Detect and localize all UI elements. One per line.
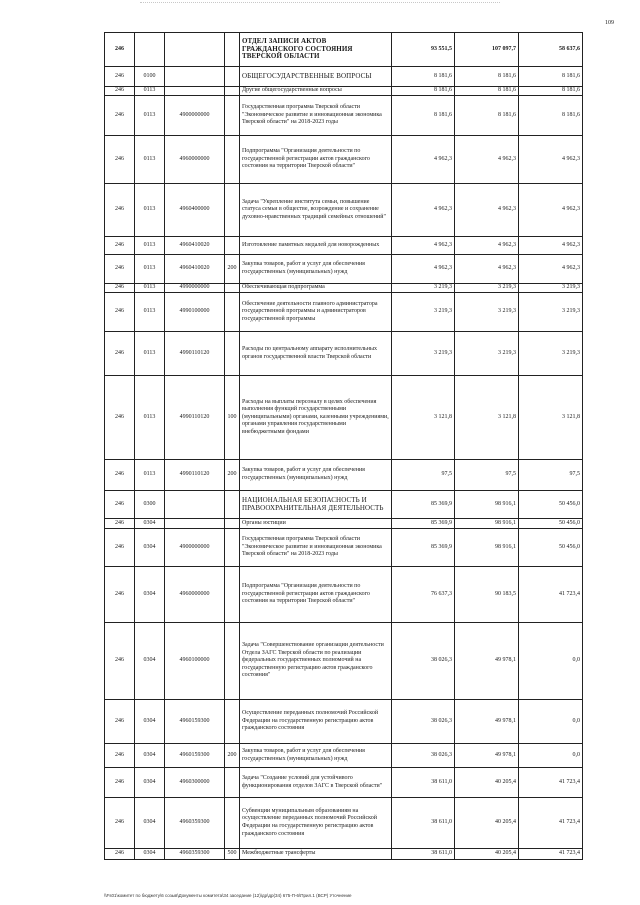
cell-expense-type xyxy=(225,519,240,529)
cell-expense-type xyxy=(225,798,240,849)
table-row xyxy=(105,184,583,237)
cell-amount-year-2: 4 962,3 xyxy=(455,255,519,284)
cell-description: Задача "Создание условий для устойчивого функционирования отделов ЗАГС в Тверской области" xyxy=(240,768,392,798)
cell-amount-year-2: 40 205,4 xyxy=(455,798,519,849)
table-row xyxy=(105,768,583,798)
cell-description: Органы юстиции xyxy=(240,519,392,529)
cell-target-article: 4960000000 xyxy=(165,136,225,184)
cell-amount-year-2: 8 181,6 xyxy=(455,67,519,87)
cell-amount-year-3: 50 456,0 xyxy=(519,529,583,567)
budget-table xyxy=(104,32,583,860)
cell-ministry-code: 246 xyxy=(105,460,135,491)
cell-section-code: 0304 xyxy=(135,623,165,700)
cell-section-code: 0113 xyxy=(135,460,165,491)
cell-amount-year-2: 8 181,6 xyxy=(455,96,519,136)
cell-amount-year-2: 107 097,7 xyxy=(455,33,519,67)
cell-amount-year-1: 38 611,0 xyxy=(392,768,455,798)
scan-artifact xyxy=(140,2,500,4)
cell-ministry-code: 246 xyxy=(105,284,135,293)
cell-amount-year-1: 8 181,6 xyxy=(392,67,455,87)
cell-expense-type: 200 xyxy=(225,255,240,284)
cell-amount-year-3: 8 181,6 xyxy=(519,87,583,96)
cell-description: Расходы на выплаты персоналу в целях обеспечения выполнения функций государственными (муниципальными) органами, казенными учреждениями, органами управления государственными внебюджетными фондами xyxy=(240,376,392,460)
cell-amount-year-1: 3 219,3 xyxy=(392,332,455,376)
cell-section-code: 0304 xyxy=(135,849,165,860)
cell-expense-type xyxy=(225,87,240,96)
cell-amount-year-3: 41 723,4 xyxy=(519,849,583,860)
cell-amount-year-1: 3 121,8 xyxy=(392,376,455,460)
table-body xyxy=(105,33,583,860)
cell-description: Задача "Укрепление института семьи, повышение статуса семьи в обществе, возрождение и сохранение духовно-нравственных традиций семейных отношений" xyxy=(240,184,392,237)
cell-ministry-code: 246 xyxy=(105,96,135,136)
cell-amount-year-1: 4 962,3 xyxy=(392,237,455,255)
cell-expense-type xyxy=(225,491,240,519)
cell-target-article: 4990110120 xyxy=(165,376,225,460)
cell-expense-type xyxy=(225,284,240,293)
cell-amount-year-3: 41 723,4 xyxy=(519,798,583,849)
cell-amount-year-2: 3 219,3 xyxy=(455,284,519,293)
cell-description: Подпрограмма "Организация деятельности по государственной регистрации актов гражданского состояния на территории Тверской области" xyxy=(240,567,392,623)
cell-expense-type xyxy=(225,67,240,87)
cell-description: Другие общегосударственные вопросы xyxy=(240,87,392,96)
cell-amount-year-3: 4 962,3 xyxy=(519,237,583,255)
cell-target-article: 4900000000 xyxy=(165,96,225,136)
cell-description: Обеспечение деятельности главного администратора государственной программы и администраторов государственной программы xyxy=(240,293,392,332)
cell-amount-year-3: 58 637,6 xyxy=(519,33,583,67)
cell-target-article xyxy=(165,87,225,96)
cell-description: Закупка товаров, работ и услуг для обеспечения государственных (муниципальных) нужд xyxy=(240,460,392,491)
cell-section-code: 0304 xyxy=(135,798,165,849)
cell-ministry-code: 246 xyxy=(105,744,135,768)
cell-target-article xyxy=(165,33,225,67)
table-row xyxy=(105,744,583,768)
cell-amount-year-3: 8 181,6 xyxy=(519,67,583,87)
table-row xyxy=(105,529,583,567)
cell-amount-year-1: 38 026,3 xyxy=(392,700,455,744)
cell-ministry-code: 246 xyxy=(105,529,135,567)
cell-description: Субвенции муниципальным образованиям на осуществление переданных полномочий Российской Федерации на государственную регистрацию актов гражданского состояния xyxy=(240,798,392,849)
table-row xyxy=(105,255,583,284)
cell-target-article: 4960410020 xyxy=(165,237,225,255)
cell-description: Подпрограмма "Организация деятельности по государственной регистрации актов гражданского состояния на территории Тверской области" xyxy=(240,136,392,184)
cell-amount-year-3: 3 121,8 xyxy=(519,376,583,460)
cell-target-article xyxy=(165,491,225,519)
cell-section-code: 0304 xyxy=(135,700,165,744)
cell-ministry-code: 246 xyxy=(105,87,135,96)
cell-amount-year-2: 49 978,1 xyxy=(455,623,519,700)
cell-ministry-code: 246 xyxy=(105,623,135,700)
cell-target-article: 4960159300 xyxy=(165,700,225,744)
cell-amount-year-2: 98 916,1 xyxy=(455,491,519,519)
cell-target-article: 4960000000 xyxy=(165,567,225,623)
cell-expense-type xyxy=(225,237,240,255)
cell-section-code: 0304 xyxy=(135,529,165,567)
table-row xyxy=(105,293,583,332)
table-row xyxy=(105,67,583,87)
table-row xyxy=(105,332,583,376)
cell-expense-type xyxy=(225,623,240,700)
table-row xyxy=(105,136,583,184)
cell-section-code: 0113 xyxy=(135,136,165,184)
cell-amount-year-1: 97,5 xyxy=(392,460,455,491)
cell-target-article: 4990110120 xyxy=(165,332,225,376)
cell-expense-type xyxy=(225,96,240,136)
cell-section-code: 0113 xyxy=(135,96,165,136)
cell-amount-year-2: 3 219,3 xyxy=(455,332,519,376)
cell-target-article: 4960300000 xyxy=(165,768,225,798)
table-row xyxy=(105,519,583,529)
cell-description: НАЦИОНАЛЬНАЯ БЕЗОПАСНОСТЬ И ПРАВООХРАНИТЕЛЬНАЯ ДЕЯТЕЛЬНОСТЬ xyxy=(240,491,392,519)
cell-ministry-code: 246 xyxy=(105,136,135,184)
cell-target-article: 4900000000 xyxy=(165,529,225,567)
cell-expense-type xyxy=(225,768,240,798)
cell-amount-year-1: 85 369,9 xyxy=(392,519,455,529)
cell-description: Закупка товаров, работ и услуг для обеспечения государственных (муниципальных) нужд xyxy=(240,744,392,768)
cell-amount-year-1: 76 637,3 xyxy=(392,567,455,623)
cell-description: Межбюджетные трансферты xyxy=(240,849,392,860)
cell-target-article: 4960159300 xyxy=(165,744,225,768)
table-row xyxy=(105,567,583,623)
cell-section-code: 0304 xyxy=(135,768,165,798)
cell-amount-year-2: 98 916,1 xyxy=(455,529,519,567)
cell-expense-type xyxy=(225,184,240,237)
cell-amount-year-1: 38 026,3 xyxy=(392,623,455,700)
cell-description: ОТДЕЛ ЗАПИСИ АКТОВ ГРАЖДАНСКОГО СОСТОЯНИЯ ТВЕРСКОЙ ОБЛАСТИ xyxy=(240,33,392,67)
cell-amount-year-1: 4 962,3 xyxy=(392,184,455,237)
cell-amount-year-2: 90 183,5 xyxy=(455,567,519,623)
cell-ministry-code: 246 xyxy=(105,332,135,376)
cell-amount-year-3: 41 723,4 xyxy=(519,768,583,798)
cell-description: Государственная программа Тверской области "Экономическое развитие и инновационная экономика Тверской области" на 2018-2023 годы xyxy=(240,96,392,136)
cell-section-code: 0304 xyxy=(135,519,165,529)
cell-amount-year-1: 38 026,3 xyxy=(392,744,455,768)
cell-amount-year-3: 0,0 xyxy=(519,700,583,744)
cell-section-code: 0113 xyxy=(135,255,165,284)
cell-section-code: 0113 xyxy=(135,87,165,96)
cell-target-article: 4990110120 xyxy=(165,460,225,491)
cell-amount-year-2: 40 205,4 xyxy=(455,849,519,860)
cell-amount-year-3: 50 456,0 xyxy=(519,491,583,519)
cell-amount-year-2: 3 121,8 xyxy=(455,376,519,460)
table-row xyxy=(105,376,583,460)
cell-expense-type xyxy=(225,700,240,744)
cell-section-code: 0304 xyxy=(135,567,165,623)
cell-amount-year-2: 40 205,4 xyxy=(455,768,519,798)
footer-file-path: \\Fs01\комитет по бюджету\6 созыв\Документы комитета\34 заседание (12)\др\др(34) 675-П-6\Прил.1 (ВСР) Уточнение xyxy=(104,893,352,898)
cell-target-article: 4960100000 xyxy=(165,623,225,700)
cell-amount-year-1: 4 962,3 xyxy=(392,136,455,184)
cell-description: Государственная программа Тверской области "Экономическое развитие и инновационная экономика Тверской области" на 2018-2023 годы xyxy=(240,529,392,567)
cell-target-article xyxy=(165,67,225,87)
cell-target-article: 4960410020 xyxy=(165,255,225,284)
cell-target-article: 4960359300 xyxy=(165,849,225,860)
cell-ministry-code: 246 xyxy=(105,67,135,87)
cell-amount-year-1: 85 369,9 xyxy=(392,491,455,519)
cell-amount-year-2: 4 962,3 xyxy=(455,237,519,255)
cell-amount-year-1: 85 369,9 xyxy=(392,529,455,567)
cell-amount-year-1: 3 219,3 xyxy=(392,293,455,332)
table-row xyxy=(105,33,583,67)
cell-amount-year-2: 8 181,6 xyxy=(455,87,519,96)
cell-expense-type xyxy=(225,33,240,67)
cell-amount-year-1: 8 181,6 xyxy=(392,96,455,136)
table-row xyxy=(105,284,583,293)
cell-amount-year-1: 8 181,6 xyxy=(392,87,455,96)
cell-amount-year-2: 3 219,3 xyxy=(455,293,519,332)
cell-expense-type xyxy=(225,293,240,332)
cell-ministry-code: 246 xyxy=(105,33,135,67)
cell-section-code: 0304 xyxy=(135,744,165,768)
cell-amount-year-3: 4 962,3 xyxy=(519,184,583,237)
cell-amount-year-3: 3 219,3 xyxy=(519,284,583,293)
cell-amount-year-2: 4 962,3 xyxy=(455,136,519,184)
cell-description: ОБЩЕГОСУДАРСТВЕННЫЕ ВОПРОСЫ xyxy=(240,67,392,87)
cell-target-article xyxy=(165,519,225,529)
cell-description: Расходы по центральному аппарату исполнительных органов государственной власти Тверской области xyxy=(240,332,392,376)
cell-description: Задача "Совершенствование организации деятельности Отдела ЗАГС Тверской области по реализации федеральных государственных полномочий на государственную регистрацию актов гражданского состояния" xyxy=(240,623,392,700)
cell-amount-year-3: 3 219,3 xyxy=(519,293,583,332)
cell-ministry-code: 246 xyxy=(105,519,135,529)
cell-expense-type xyxy=(225,136,240,184)
cell-section-code: 0113 xyxy=(135,237,165,255)
cell-expense-type xyxy=(225,529,240,567)
cell-section-code: 0113 xyxy=(135,332,165,376)
cell-amount-year-2: 97,5 xyxy=(455,460,519,491)
cell-ministry-code: 246 xyxy=(105,768,135,798)
cell-amount-year-3: 3 219,3 xyxy=(519,332,583,376)
cell-description: Изготовление памятных медалей для новорожденных xyxy=(240,237,392,255)
cell-description: Закупка товаров, работ и услуг для обеспечения государственных (муниципальных) нужд xyxy=(240,255,392,284)
cell-amount-year-3: 50 456,0 xyxy=(519,519,583,529)
cell-section-code: 0300 xyxy=(135,491,165,519)
cell-section-code: 0113 xyxy=(135,293,165,332)
cell-amount-year-3: 4 962,3 xyxy=(519,255,583,284)
table-row xyxy=(105,849,583,860)
table-row xyxy=(105,798,583,849)
cell-section-code: 0100 xyxy=(135,67,165,87)
table-row xyxy=(105,700,583,744)
table-row xyxy=(105,491,583,519)
cell-amount-year-3: 41 723,4 xyxy=(519,567,583,623)
cell-amount-year-1: 38 611,0 xyxy=(392,849,455,860)
cell-target-article: 4960359300 xyxy=(165,798,225,849)
cell-ministry-code: 246 xyxy=(105,700,135,744)
cell-amount-year-2: 49 978,1 xyxy=(455,744,519,768)
cell-amount-year-3: 4 962,3 xyxy=(519,136,583,184)
cell-amount-year-1: 4 962,3 xyxy=(392,255,455,284)
cell-expense-type xyxy=(225,332,240,376)
cell-expense-type: 200 xyxy=(225,460,240,491)
cell-amount-year-3: 97,5 xyxy=(519,460,583,491)
cell-target-article: 4990100000 xyxy=(165,293,225,332)
cell-ministry-code: 246 xyxy=(105,255,135,284)
cell-amount-year-1: 38 611,0 xyxy=(392,798,455,849)
cell-section-code: 0113 xyxy=(135,376,165,460)
cell-ministry-code: 246 xyxy=(105,798,135,849)
cell-target-article: 4960400000 xyxy=(165,184,225,237)
cell-amount-year-1: 3 219,3 xyxy=(392,284,455,293)
cell-target-article: 4990000000 xyxy=(165,284,225,293)
cell-expense-type xyxy=(225,567,240,623)
cell-ministry-code: 246 xyxy=(105,491,135,519)
table-row xyxy=(105,87,583,96)
table-row xyxy=(105,237,583,255)
cell-amount-year-3: 0,0 xyxy=(519,744,583,768)
cell-ministry-code: 246 xyxy=(105,376,135,460)
table-row xyxy=(105,460,583,491)
cell-section-code: 0113 xyxy=(135,284,165,293)
cell-amount-year-1: 93 551,5 xyxy=(392,33,455,67)
cell-expense-type: 500 xyxy=(225,849,240,860)
cell-amount-year-3: 8 181,6 xyxy=(519,96,583,136)
cell-section-code: 0113 xyxy=(135,184,165,237)
cell-description: Обеспечивающая подпрограмма xyxy=(240,284,392,293)
cell-description: Осуществление переданных полномочий Российской Федерации на государственную регистрацию актов гражданского состояния xyxy=(240,700,392,744)
table-row xyxy=(105,96,583,136)
cell-ministry-code: 246 xyxy=(105,184,135,237)
cell-section-code xyxy=(135,33,165,67)
cell-expense-type: 200 xyxy=(225,744,240,768)
cell-amount-year-2: 49 978,1 xyxy=(455,700,519,744)
cell-ministry-code: 246 xyxy=(105,849,135,860)
cell-amount-year-2: 98 916,1 xyxy=(455,519,519,529)
cell-ministry-code: 246 xyxy=(105,237,135,255)
cell-amount-year-2: 4 962,3 xyxy=(455,184,519,237)
page-number: 109 xyxy=(605,20,614,26)
cell-amount-year-3: 0,0 xyxy=(519,623,583,700)
cell-ministry-code: 246 xyxy=(105,567,135,623)
cell-ministry-code: 246 xyxy=(105,293,135,332)
cell-expense-type: 100 xyxy=(225,376,240,460)
table-row xyxy=(105,623,583,700)
